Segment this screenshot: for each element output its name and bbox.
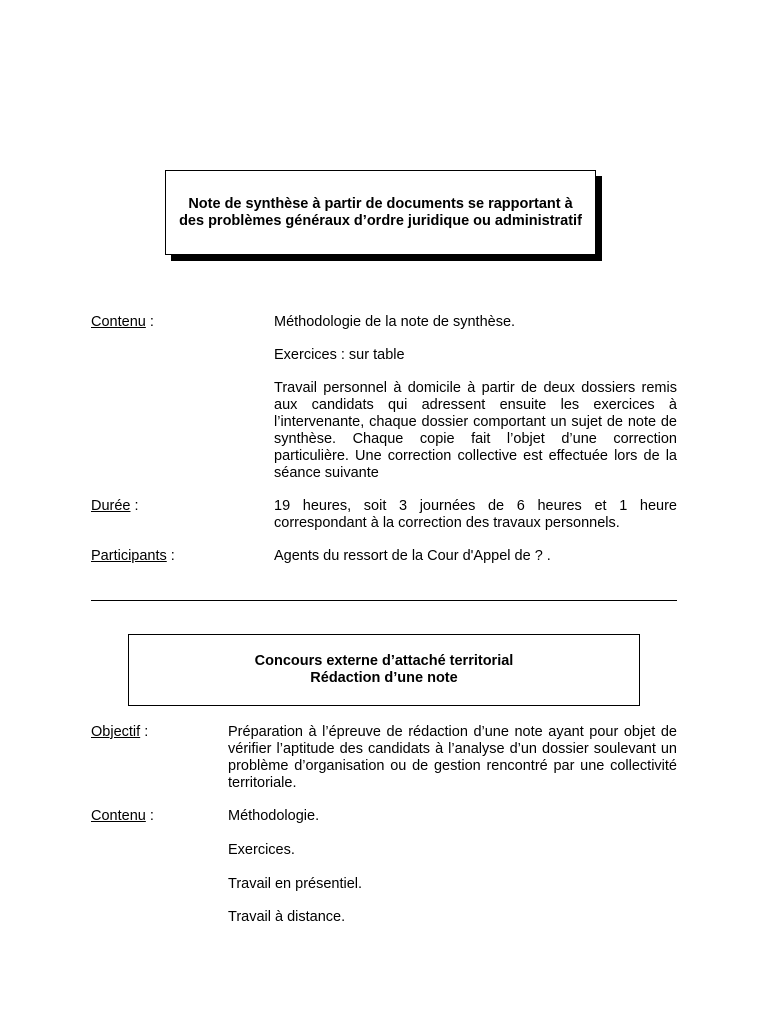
section1-contenu-item-3: Travail personnel à domicile à partir de deux dossiers remis aux candidats qui adressent ensuite les exercices à l’intervenante, chaque dossier comportant un sujet de note de synthèse. Chaque copie fait l’objet d’une correction particulière. Une correction collective est effectuée lors de la séance suivante: [274, 380, 677, 481]
section2-title: [255, 653, 514, 687]
section2-contenu-item-4: Travail à distance.: [228, 909, 346, 925]
section2-contenu-label: Contenu :: [91, 808, 154, 824]
section1-contenu-label: Contenu :: [91, 314, 154, 330]
section1-contenu-item-2: Exercices : sur table: [274, 347, 405, 363]
section1-contenu-item-1: Méthodologie de la note de synthèse.: [274, 314, 516, 330]
section1-duree-text: 19 heures, soit 3 journées de 6 heures et 1 heure correspondant à la correction des travaux personnels.: [274, 498, 677, 531]
section2-title-box: [128, 634, 640, 706]
section2-objectif-label: Objectif :: [91, 724, 149, 740]
section2-contenu-item-2: Exercices.: [228, 842, 295, 858]
section1-participants-label: Participants :: [91, 548, 175, 564]
section2-contenu-item-1: Méthodologie.: [228, 808, 320, 824]
section1-duree-label: Durée :: [91, 498, 139, 514]
section1-participants-text: Agents du ressort de la Cour d'Appel de ? .: [274, 548, 551, 564]
section2-title-line2: Rédaction d’une note: [310, 670, 458, 686]
section-divider: [91, 600, 677, 601]
section2-objectif-text: Préparation à l’épreuve de rédaction d’une note ayant pour objet de vérifier l’aptitude des candidats à l’analyse d’un dossier soulevant un problème d’organisation ou de gestion rencontré par une collectivité territoriale.: [228, 724, 677, 791]
section1-title: Note de synthèse à partir de documents se rapportant à des problèmes généraux d’ordre juridique ou administratif: [179, 195, 582, 229]
section1-title-box: [165, 170, 596, 255]
section2-contenu-item-3: Travail en présentiel.: [228, 876, 363, 892]
section2-title-line1: Concours externe d’attaché territorial: [254, 653, 514, 669]
